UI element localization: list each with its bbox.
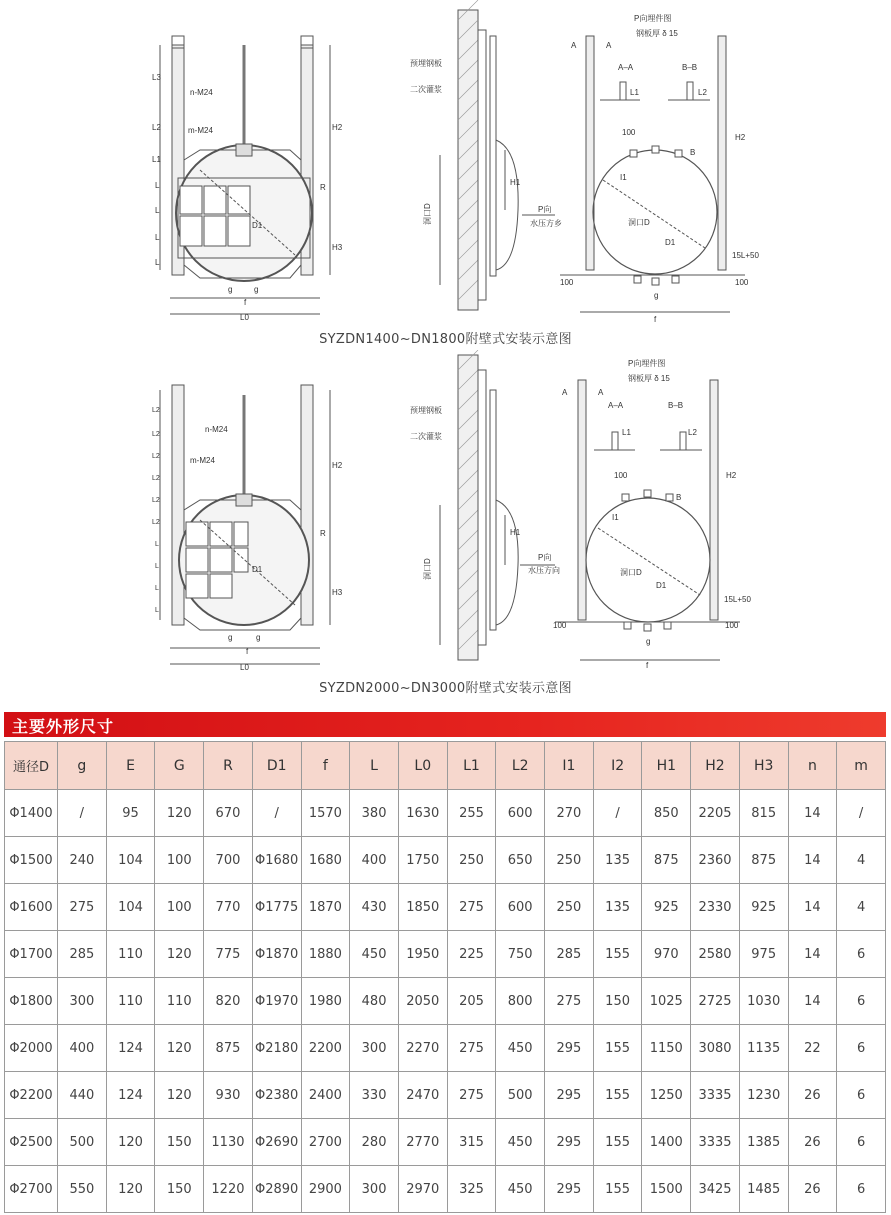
dim-l-a: L [155, 181, 160, 190]
table-cell: 150 [155, 1119, 204, 1166]
table-cell: 104 [106, 837, 155, 884]
plan2-i1: I1 [612, 513, 619, 522]
plan-spacing: 15L+50 [732, 251, 759, 260]
table-cell: 875 [204, 1025, 253, 1072]
plan-d1: D1 [665, 238, 676, 247]
table-cell: 970 [642, 931, 691, 978]
table-cell: 380 [350, 790, 399, 837]
column-header: f [301, 742, 350, 790]
table-cell: 330 [350, 1072, 399, 1119]
table-cell: 315 [447, 1119, 496, 1166]
plan2-a2: A [598, 388, 604, 397]
table-cell: 450 [350, 931, 399, 978]
table-cell: Φ2700 [5, 1166, 58, 1213]
table-cell: 1025 [642, 978, 691, 1025]
plan-i1: I1 [620, 173, 627, 182]
table-cell: 2580 [691, 931, 740, 978]
table-cell: 1500 [642, 1166, 691, 1213]
label2-opening: 洞口D [423, 558, 432, 580]
table-cell: Φ1775 [252, 884, 301, 931]
table-cell: 255 [447, 790, 496, 837]
plan2-sec-b: B–B [668, 401, 684, 410]
table-cell: 275 [447, 884, 496, 931]
table-cell: 450 [496, 1025, 545, 1072]
label-h2: H2 [332, 123, 343, 132]
plan-a2: A [606, 41, 612, 50]
table-cell: 120 [155, 1025, 204, 1072]
table-cell: 300 [58, 978, 107, 1025]
table-cell: 22 [788, 1025, 837, 1072]
label2-n-m24: n-M24 [205, 425, 228, 434]
label2-embed-plate: 预埋钢板 [410, 406, 442, 415]
table-cell: 325 [447, 1166, 496, 1213]
plan-sec-a: A–A [618, 63, 634, 72]
label2-r: R [320, 529, 326, 538]
table-cell: 400 [350, 837, 399, 884]
table-cell: 14 [788, 837, 837, 884]
table-cell: / [593, 790, 642, 837]
table-cell: 285 [58, 931, 107, 978]
table-cell: 925 [642, 884, 691, 931]
table-cell: 1250 [642, 1072, 691, 1119]
label-g2: g [254, 285, 259, 294]
table-cell: 1485 [739, 1166, 788, 1213]
plan-title: P向埋件图 [634, 14, 672, 23]
table-cell: 225 [447, 931, 496, 978]
table-cell: 1150 [642, 1025, 691, 1072]
table-cell: 6 [837, 1166, 886, 1213]
table-cell: 3080 [691, 1025, 740, 1072]
label2-h2: H2 [332, 461, 343, 470]
table-cell: 450 [496, 1119, 545, 1166]
table-cell: 120 [106, 1166, 155, 1213]
label2-h3: H3 [332, 588, 343, 597]
table-cell: 26 [788, 1119, 837, 1166]
label2-grout: 二次灌浆 [410, 432, 442, 441]
plan-opening: 洞口D [628, 218, 650, 227]
table-cell: 110 [106, 931, 155, 978]
table-cell: 1850 [398, 884, 447, 931]
plan2-l1: L1 [622, 428, 631, 437]
plan2-a1: A [562, 388, 568, 397]
dim2-a: L2 [152, 407, 160, 414]
table-cell: 104 [106, 884, 155, 931]
table-cell: 500 [496, 1072, 545, 1119]
dim2-d: L2 [152, 475, 160, 482]
column-header: I1 [545, 742, 594, 790]
table-cell: 800 [496, 978, 545, 1025]
label-h3: H3 [332, 243, 343, 252]
table-row [5, 978, 886, 1025]
column-header: H1 [642, 742, 691, 790]
label-p-dir: P向 [538, 205, 552, 214]
table-cell: 6 [837, 1025, 886, 1072]
table-cell: 100 [155, 837, 204, 884]
table-cell: 4 [837, 837, 886, 884]
plan2-f: f [646, 661, 649, 670]
table-cell: / [837, 790, 886, 837]
table-cell: 775 [204, 931, 253, 978]
table-cell: 155 [593, 1025, 642, 1072]
table-cell: 1680 [301, 837, 350, 884]
column-header: H3 [739, 742, 788, 790]
label-f: f [244, 298, 247, 307]
table-cell: 875 [739, 837, 788, 884]
table-cell: 1130 [204, 1119, 253, 1166]
table-cell: Φ2200 [5, 1072, 58, 1119]
table-cell: 500 [58, 1119, 107, 1166]
diagram-2 [0, 350, 891, 675]
dim-l3: L3 [152, 73, 161, 82]
table-cell: 295 [545, 1119, 594, 1166]
label2-f: f [246, 647, 249, 656]
label-r: R [320, 183, 326, 192]
dim-l-b: L [155, 206, 160, 215]
dim2-c: L2 [152, 453, 160, 460]
table-cell: 295 [545, 1166, 594, 1213]
table-cell: 1980 [301, 978, 350, 1025]
plan2-opening: 洞口D [620, 568, 642, 577]
table-cell: 1230 [739, 1072, 788, 1119]
table-cell: 285 [545, 931, 594, 978]
table-cell: 440 [58, 1072, 107, 1119]
table-header-row [5, 742, 886, 790]
table-cell: Φ2500 [5, 1119, 58, 1166]
dim-l1: L1 [152, 155, 161, 164]
front-left-dims-2 [152, 407, 160, 614]
table-cell: 135 [593, 837, 642, 884]
table-cell: 135 [593, 884, 642, 931]
table-cell: 155 [593, 1166, 642, 1213]
table-cell: 815 [739, 790, 788, 837]
plan2-left-100: 100 [553, 621, 567, 630]
table-cell: 6 [837, 1119, 886, 1166]
diagram-2-caption: SYZDN2000~DN3000附壁式安装示意图 [319, 681, 572, 696]
label2-l0: L0 [240, 663, 249, 672]
table-cell: Φ1970 [252, 978, 301, 1025]
table-cell: 1750 [398, 837, 447, 884]
table-cell: 2330 [691, 884, 740, 931]
table-cell: 6 [837, 1072, 886, 1119]
table-cell: 2970 [398, 1166, 447, 1213]
section-title: 主要外形尺寸 [12, 717, 115, 736]
table-cell: 1570 [301, 790, 350, 837]
table-cell: 1030 [739, 978, 788, 1025]
table-cell: 120 [155, 790, 204, 837]
table-cell: 770 [204, 884, 253, 931]
table-cell: 1880 [301, 931, 350, 978]
dim-l-d: L [155, 258, 160, 267]
table-row [5, 1119, 886, 1166]
table-cell: 275 [447, 1025, 496, 1072]
table-cell: Φ2000 [5, 1025, 58, 1072]
table-cell: 124 [106, 1072, 155, 1119]
label-n-m24: n-M24 [190, 88, 213, 97]
table-cell: 3425 [691, 1166, 740, 1213]
table-cell: Φ2690 [252, 1119, 301, 1166]
table-cell: Φ1700 [5, 931, 58, 978]
plan2-right-100: 100 [725, 621, 739, 630]
table-cell: Φ1400 [5, 790, 58, 837]
diagram-1-caption: SYZDN1400~DN1800附壁式安装示意图 [319, 332, 572, 347]
table-cell: 155 [593, 1119, 642, 1166]
dim2-e: L2 [152, 497, 160, 504]
plan2-spacing: 15L+50 [724, 595, 751, 604]
plan-b: B [690, 148, 696, 157]
table-cell: 2470 [398, 1072, 447, 1119]
plan2-sec-a: A–A [608, 401, 624, 410]
side-view [440, 0, 555, 310]
table-cell: 600 [496, 884, 545, 931]
table-cell: 110 [106, 978, 155, 1025]
label-opening: 洞口D [423, 203, 432, 225]
table-cell: 1385 [739, 1119, 788, 1166]
label2-g2: g [256, 633, 261, 642]
table-cell: 270 [545, 790, 594, 837]
plan-right-100: 100 [735, 278, 749, 287]
table-cell: 275 [58, 884, 107, 931]
table-cell: 820 [204, 978, 253, 1025]
table-cell: 2205 [691, 790, 740, 837]
table-cell: 295 [545, 1072, 594, 1119]
plan2-h2: H2 [726, 471, 737, 480]
table-cell: 850 [642, 790, 691, 837]
table-cell: 430 [350, 884, 399, 931]
label2-d1: D1 [252, 565, 263, 574]
section-header-bar [4, 712, 886, 737]
table-cell: 925 [739, 884, 788, 931]
table-cell: 120 [106, 1119, 155, 1166]
column-header: 通径D [5, 742, 58, 790]
plan2-d1: D1 [656, 581, 667, 590]
table-cell: 6 [837, 931, 886, 978]
table-row [5, 790, 886, 837]
column-header: L1 [447, 742, 496, 790]
table-cell: / [252, 790, 301, 837]
table-cell: 280 [350, 1119, 399, 1166]
table-cell: 2360 [691, 837, 740, 884]
column-header: n [788, 742, 837, 790]
table-cell: 120 [155, 1072, 204, 1119]
table-cell: 600 [496, 790, 545, 837]
table-cell: 155 [593, 1072, 642, 1119]
table-cell: 14 [788, 931, 837, 978]
table-cell: 1220 [204, 1166, 253, 1213]
table-cell: 124 [106, 1025, 155, 1072]
table-cell: 975 [739, 931, 788, 978]
plan-100: 100 [622, 128, 636, 137]
side-view-2 [440, 350, 555, 660]
label2-h1: H1 [510, 528, 521, 537]
table-cell: 6 [837, 978, 886, 1025]
dim-l2: L2 [152, 123, 161, 132]
label2-g1: g [228, 633, 233, 642]
table-cell: 150 [593, 978, 642, 1025]
table-cell: 26 [788, 1166, 837, 1213]
table-cell: 875 [642, 837, 691, 884]
table-cell: 14 [788, 978, 837, 1025]
table-cell: 295 [545, 1025, 594, 1072]
table-cell: 250 [545, 884, 594, 931]
label-l0: L0 [240, 313, 249, 322]
dim-l-c: L [155, 233, 160, 242]
table-cell: 14 [788, 884, 837, 931]
column-header: m [837, 742, 886, 790]
dim2-h: L [155, 563, 159, 570]
plan-left-100: 100 [560, 278, 574, 287]
diagram-1 [0, 0, 891, 325]
plan2-l2: L2 [688, 428, 697, 437]
table-cell: 2770 [398, 1119, 447, 1166]
table-cell: Φ1600 [5, 884, 58, 931]
table-cell: 26 [788, 1072, 837, 1119]
front-view-2 [160, 385, 330, 664]
front-view [160, 36, 330, 314]
label-embed-plate: 预埋钢板 [410, 59, 442, 68]
table-cell: 2270 [398, 1025, 447, 1072]
table-cell: Φ1800 [5, 978, 58, 1025]
plan2-100: 100 [614, 471, 628, 480]
table-cell: 205 [447, 978, 496, 1025]
table-cell: Φ1500 [5, 837, 58, 884]
table-cell: 2200 [301, 1025, 350, 1072]
plan-l2: L2 [698, 88, 707, 97]
table-row [5, 884, 886, 931]
dimensions-table [4, 741, 886, 1213]
table-cell: 1630 [398, 790, 447, 837]
table-cell: 450 [496, 1166, 545, 1213]
label2-m-m24: m-M24 [190, 456, 215, 465]
table-cell: 550 [58, 1166, 107, 1213]
plan2-b: B [676, 493, 682, 502]
plan-view-2 [555, 380, 740, 660]
table-cell: 2050 [398, 978, 447, 1025]
plan2-g: g [646, 637, 651, 646]
table-cell: 300 [350, 1025, 399, 1072]
table-cell: 2900 [301, 1166, 350, 1213]
table-cell: 1950 [398, 931, 447, 978]
dim2-j: L [155, 607, 159, 614]
column-header: R [204, 742, 253, 790]
plan-a1: A [571, 41, 577, 50]
table-cell: Φ1870 [252, 931, 301, 978]
table-cell: 240 [58, 837, 107, 884]
table-cell: 930 [204, 1072, 253, 1119]
table-cell: 400 [58, 1025, 107, 1072]
table-cell: 3335 [691, 1119, 740, 1166]
table-cell: 2725 [691, 978, 740, 1025]
table-cell: 275 [447, 1072, 496, 1119]
plan-view [560, 36, 745, 312]
table-cell: 1400 [642, 1119, 691, 1166]
table-cell: Φ2890 [252, 1166, 301, 1213]
table-cell: 1870 [301, 884, 350, 931]
table-cell: 4 [837, 884, 886, 931]
table-cell: 150 [155, 1166, 204, 1213]
label-water-dir: 水压方乡 [530, 219, 562, 228]
table-cell: 100 [155, 884, 204, 931]
table-cell: 670 [204, 790, 253, 837]
plan2-plate: 钢板厚 δ 15 [628, 374, 670, 383]
table-cell: Φ1680 [252, 837, 301, 884]
column-header: E [106, 742, 155, 790]
table-cell: 300 [350, 1166, 399, 1213]
table-cell: 155 [593, 931, 642, 978]
column-header: I2 [593, 742, 642, 790]
label2-water-dir: 水压方向 [528, 566, 560, 575]
table-row [5, 837, 886, 884]
dim2-i: L [155, 585, 159, 592]
column-header: g [58, 742, 107, 790]
table-row [5, 1025, 886, 1072]
table-cell: 110 [155, 978, 204, 1025]
table-cell: / [58, 790, 107, 837]
table-cell: Φ2380 [252, 1072, 301, 1119]
table-row [5, 931, 886, 978]
dim2-b: L2 [152, 431, 160, 438]
dim2-g: L [155, 541, 159, 548]
label-grout: 二次灌浆 [410, 85, 442, 94]
column-header: L [350, 742, 399, 790]
plan2-title: P向埋件图 [628, 359, 666, 368]
table-cell: 750 [496, 931, 545, 978]
table-cell: 95 [106, 790, 155, 837]
table-cell: 275 [545, 978, 594, 1025]
label2-p-dir: P向 [538, 553, 552, 562]
table-cell: 480 [350, 978, 399, 1025]
plan-f: f [654, 315, 657, 324]
plan-sec-b: B–B [682, 63, 698, 72]
table-cell: 250 [545, 837, 594, 884]
label-g1: g [228, 285, 233, 294]
plan-plate: 钢板厚 δ 15 [636, 29, 678, 38]
table-cell: Φ2180 [252, 1025, 301, 1072]
table-cell: 3335 [691, 1072, 740, 1119]
table-row [5, 1166, 886, 1213]
plan-g: g [654, 291, 659, 300]
table-cell: 120 [155, 931, 204, 978]
plan-l1: L1 [630, 88, 639, 97]
column-header: G [155, 742, 204, 790]
table-row [5, 1072, 886, 1119]
table-cell: 1135 [739, 1025, 788, 1072]
column-header: L2 [496, 742, 545, 790]
column-header: H2 [691, 742, 740, 790]
table-cell: 250 [447, 837, 496, 884]
table-cell: 2700 [301, 1119, 350, 1166]
table-cell: 14 [788, 790, 837, 837]
column-header: D1 [252, 742, 301, 790]
column-header: L0 [398, 742, 447, 790]
table-cell: 650 [496, 837, 545, 884]
table-cell: 700 [204, 837, 253, 884]
plan-h2: H2 [735, 133, 746, 142]
label-h1: H1 [510, 178, 521, 187]
label-m-m24: m-M24 [188, 126, 213, 135]
dim2-f: L2 [152, 519, 160, 526]
table-cell: 2400 [301, 1072, 350, 1119]
label-d1: D1 [252, 221, 263, 230]
